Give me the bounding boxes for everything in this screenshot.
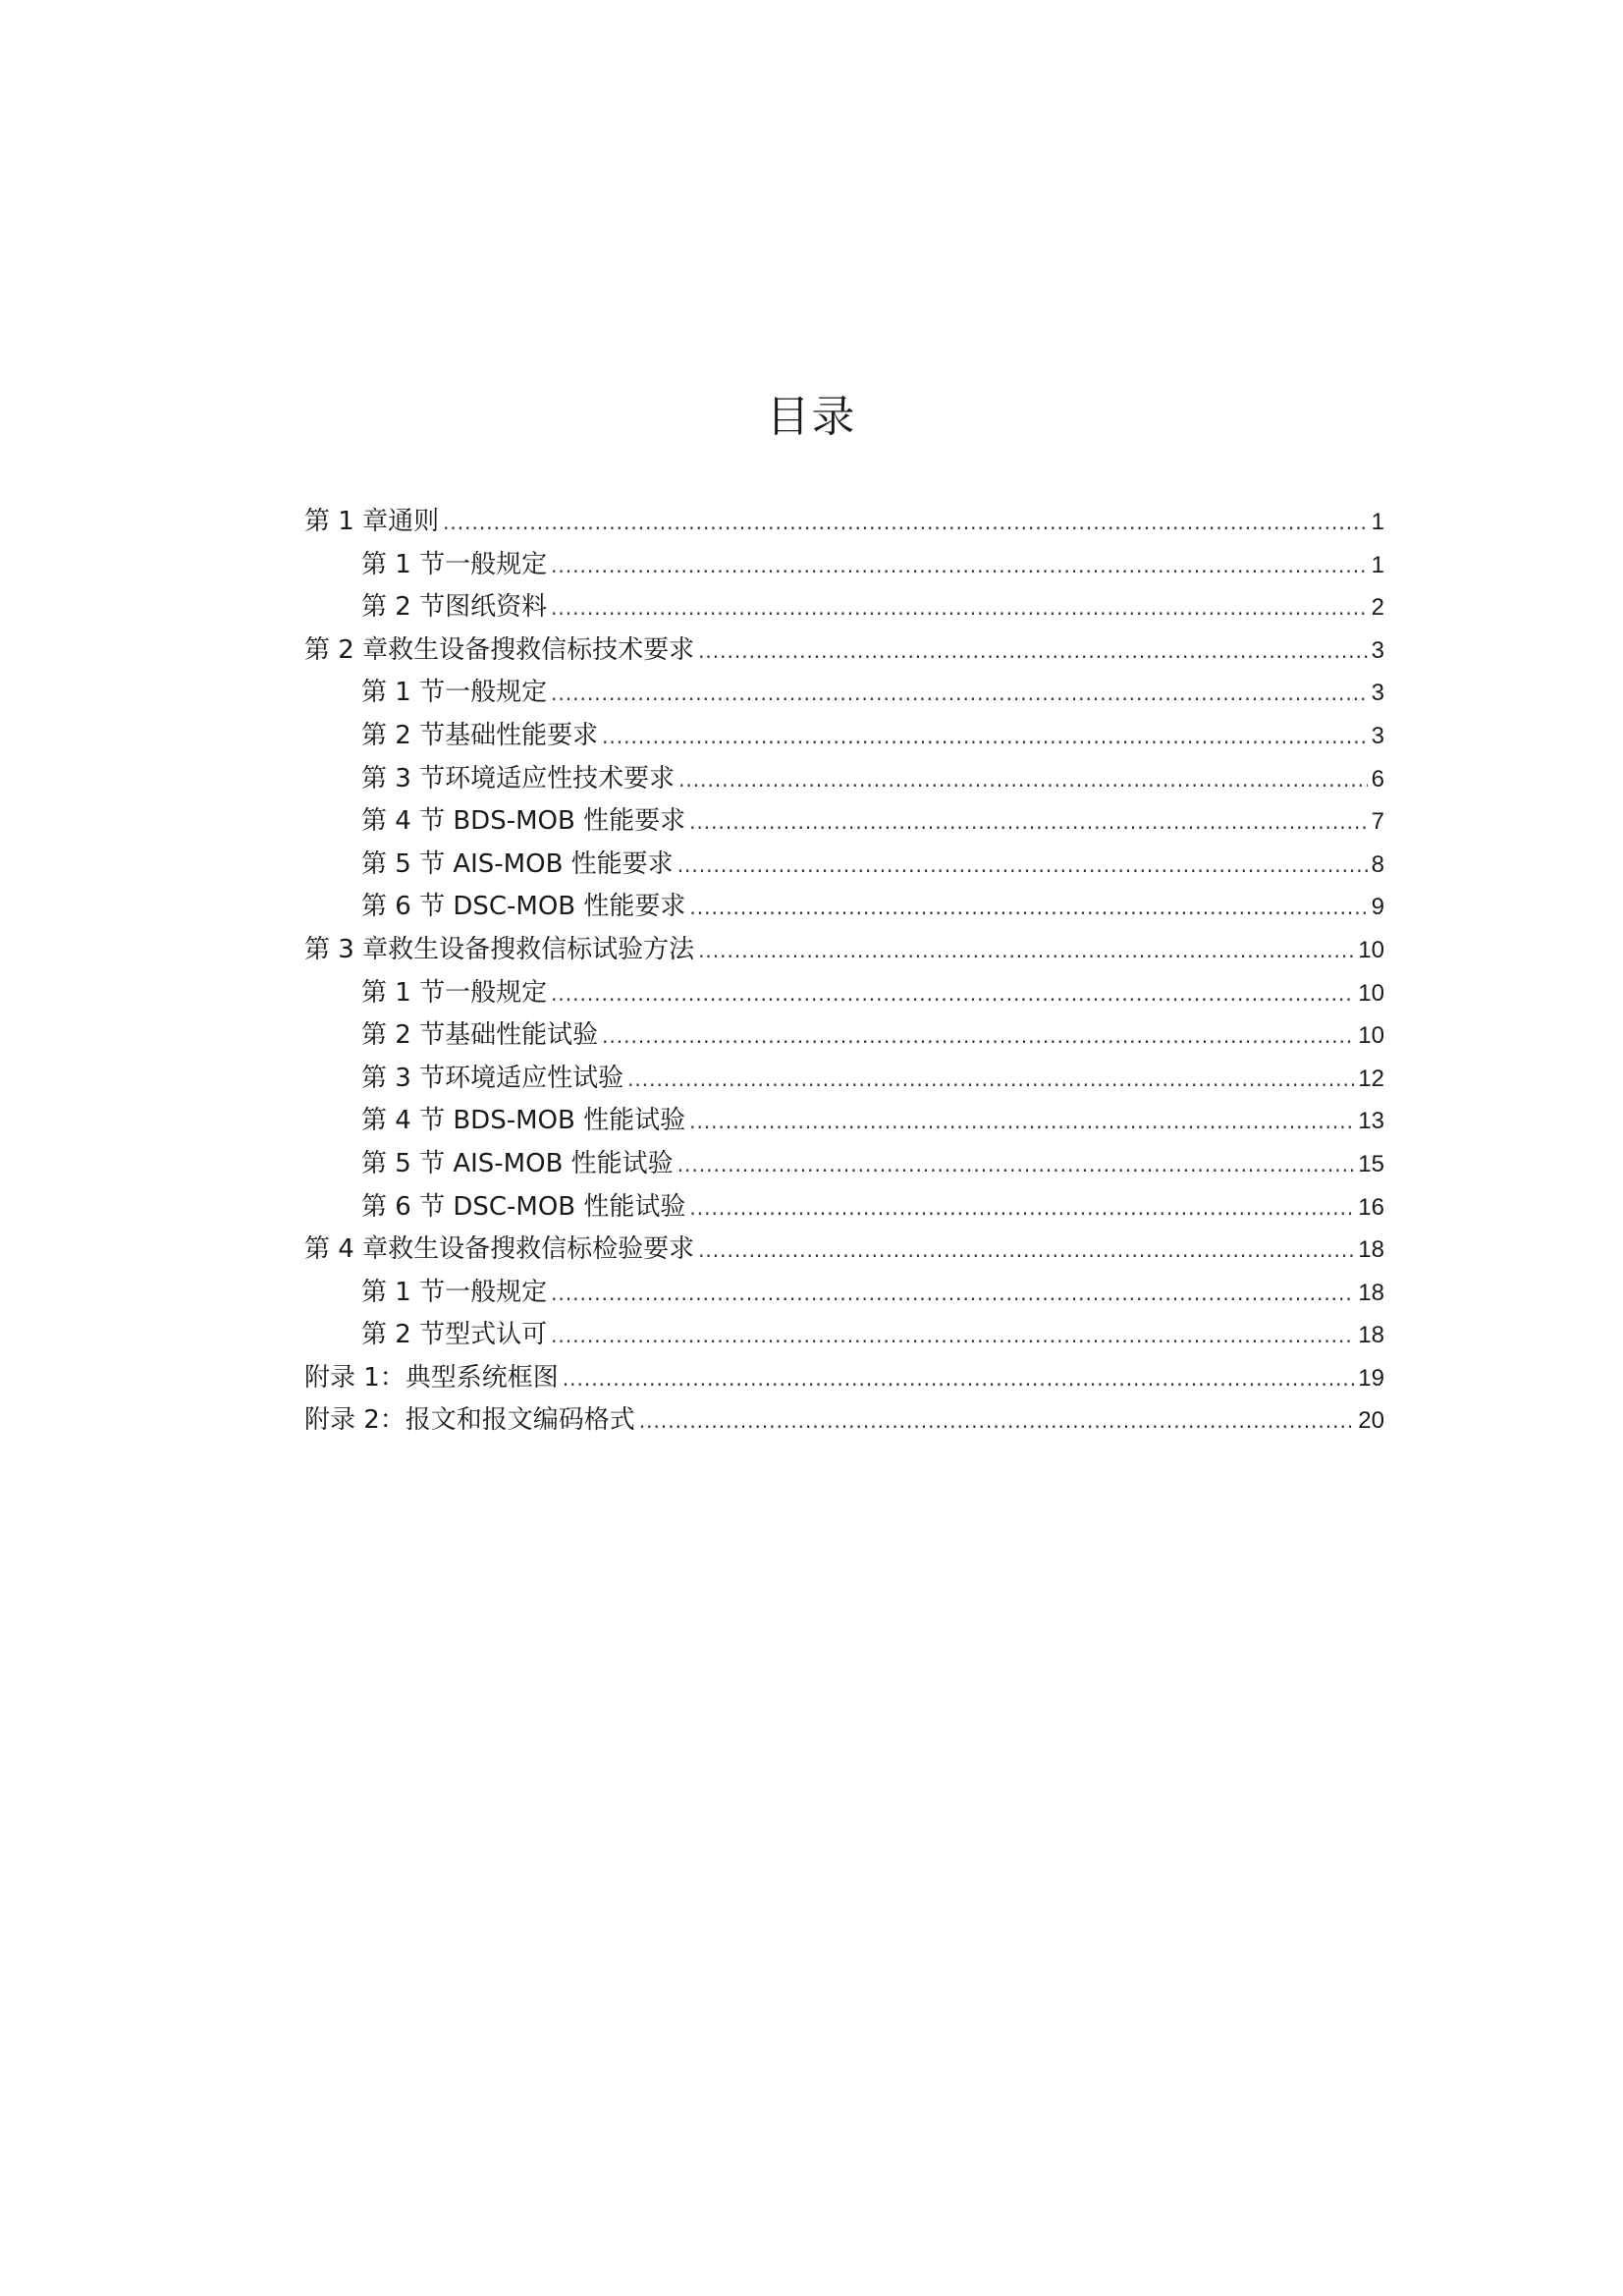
page-title: 目录 [766, 392, 857, 442]
toc-dot-leader [677, 845, 1368, 888]
toc-dot-leader [551, 545, 1368, 588]
toc-page-number: 1 [1371, 509, 1384, 535]
toc-page-number: 19 [1358, 1364, 1384, 1392]
toc-dot-leader [602, 716, 1368, 759]
toc-dot-leader [698, 1230, 1354, 1273]
toc-entry-label: 第 5 节 AIS-MOB 性能试验 [361, 1148, 674, 1178]
toc-entry-label: 第 4 节 BDS-MOB 性能试验 [361, 1106, 686, 1136]
toc-dot-leader [602, 1015, 1354, 1059]
toc-entry-label: 第 3 章救生设备搜救信标试验方法 [304, 934, 695, 964]
toc-entry-label: 第 2 节型式认可 [361, 1320, 548, 1350]
toc-section-entry[interactable] [304, 715, 1384, 758]
toc-page-number: 16 [1358, 1193, 1384, 1221]
toc-page-number: 18 [1358, 1322, 1384, 1349]
toc-section-entry[interactable] [304, 1143, 1384, 1186]
toc-section-entry[interactable] [304, 586, 1384, 629]
toc-page-number: 10 [1358, 1022, 1384, 1050]
toc-dot-leader [698, 630, 1368, 674]
toc-dot-leader [627, 1059, 1354, 1102]
toc-section-entry[interactable] [304, 672, 1384, 715]
toc-page-number: 6 [1371, 765, 1384, 793]
toc-dot-leader [689, 1187, 1354, 1230]
toc-entry-label: 第 1 节一般规定 [361, 1277, 548, 1307]
toc-page-number: 3 [1371, 680, 1384, 707]
toc-entry-label: 第 1 节一般规定 [361, 549, 548, 579]
toc-page-number: 20 [1358, 1407, 1384, 1435]
toc-dot-leader [689, 801, 1368, 845]
toc-page-number: 3 [1371, 722, 1384, 749]
table-of-contents [304, 501, 1384, 1443]
toc-entry-label: 第 2 章救生设备搜救信标技术要求 [304, 634, 695, 665]
toc-page-number: 13 [1358, 1108, 1384, 1135]
toc-entry-label: 第 6 节 DSC-MOB 性能要求 [361, 892, 686, 922]
toc-dot-leader [551, 1273, 1354, 1316]
toc-entry-label: 第 3 节环境适应性试验 [361, 1063, 624, 1093]
toc-page-number: 15 [1358, 1150, 1384, 1177]
toc-chapter-entry[interactable] [304, 1357, 1384, 1400]
toc-entry-label: 第 1 章通则 [304, 507, 440, 536]
toc-page-number: 3 [1371, 636, 1384, 664]
toc-section-entry[interactable] [304, 1058, 1384, 1101]
toc-entry-label: 第 1 节一般规定 [361, 977, 548, 1008]
toc-entry-label: 第 2 节图纸资料 [361, 592, 548, 623]
toc-dot-leader [689, 887, 1367, 930]
toc-chapter-entry[interactable] [304, 1399, 1384, 1443]
toc-section-entry[interactable] [304, 1186, 1384, 1230]
toc-page-number: 12 [1358, 1065, 1384, 1092]
toc-page-number: 1 [1371, 551, 1384, 578]
toc-dot-leader [443, 502, 1368, 545]
toc-page-number: 8 [1371, 850, 1384, 878]
toc-section-entry[interactable] [304, 800, 1384, 844]
toc-page-number: 2 [1371, 594, 1384, 622]
toc-entry-label: 附录 1：典型系统框图 [304, 1362, 559, 1393]
toc-page-number: 18 [1358, 1236, 1384, 1264]
toc-section-entry[interactable] [304, 972, 1384, 1015]
toc-section-entry[interactable] [304, 758, 1384, 801]
toc-dot-leader [563, 1358, 1354, 1401]
toc-page-number: 9 [1371, 894, 1384, 921]
toc-dot-leader [551, 673, 1368, 716]
toc-page-number: 10 [1358, 936, 1384, 963]
toc-dot-leader [639, 1400, 1354, 1444]
toc-page-number: 10 [1358, 979, 1384, 1007]
toc-page-number: 7 [1371, 808, 1384, 836]
toc-entry-label: 第 1 节一般规定 [361, 678, 548, 708]
toc-entry-label: 第 3 节环境适应性技术要求 [361, 763, 676, 793]
toc-dot-leader [677, 1144, 1355, 1187]
toc-chapter-entry[interactable] [304, 501, 1384, 544]
toc-dot-leader [551, 1315, 1354, 1358]
toc-chapter-entry[interactable] [304, 1229, 1384, 1272]
toc-entry-label: 第 2 节基础性能试验 [361, 1020, 599, 1051]
toc-dot-leader [551, 587, 1368, 630]
toc-entry-label: 第 5 节 AIS-MOB 性能要求 [361, 848, 674, 879]
toc-dot-leader [551, 973, 1354, 1016]
toc-chapter-entry[interactable] [304, 629, 1384, 673]
toc-section-entry[interactable] [304, 844, 1384, 887]
toc-page-number: 18 [1358, 1279, 1384, 1306]
toc-dot-leader [678, 759, 1368, 802]
toc-entry-label: 第 6 节 DSC-MOB 性能试验 [361, 1191, 686, 1222]
toc-entry-label: 第 2 节基础性能要求 [361, 720, 599, 750]
toc-section-entry[interactable] [304, 544, 1384, 587]
toc-entry-label: 附录 2：报文和报文编码格式 [304, 1405, 635, 1436]
toc-entry-label: 第 4 章救生设备搜救信标检验要求 [304, 1234, 695, 1265]
toc-section-entry[interactable] [304, 1100, 1384, 1143]
toc-entry-label: 第 4 节 BDS-MOB 性能要求 [361, 806, 686, 837]
toc-dot-leader [689, 1101, 1354, 1144]
toc-section-entry[interactable] [304, 886, 1384, 929]
toc-section-entry[interactable] [304, 1272, 1384, 1315]
toc-section-entry[interactable] [304, 1014, 1384, 1058]
toc-section-entry[interactable] [304, 1314, 1384, 1357]
toc-chapter-entry[interactable] [304, 929, 1384, 972]
toc-dot-leader [698, 930, 1354, 973]
